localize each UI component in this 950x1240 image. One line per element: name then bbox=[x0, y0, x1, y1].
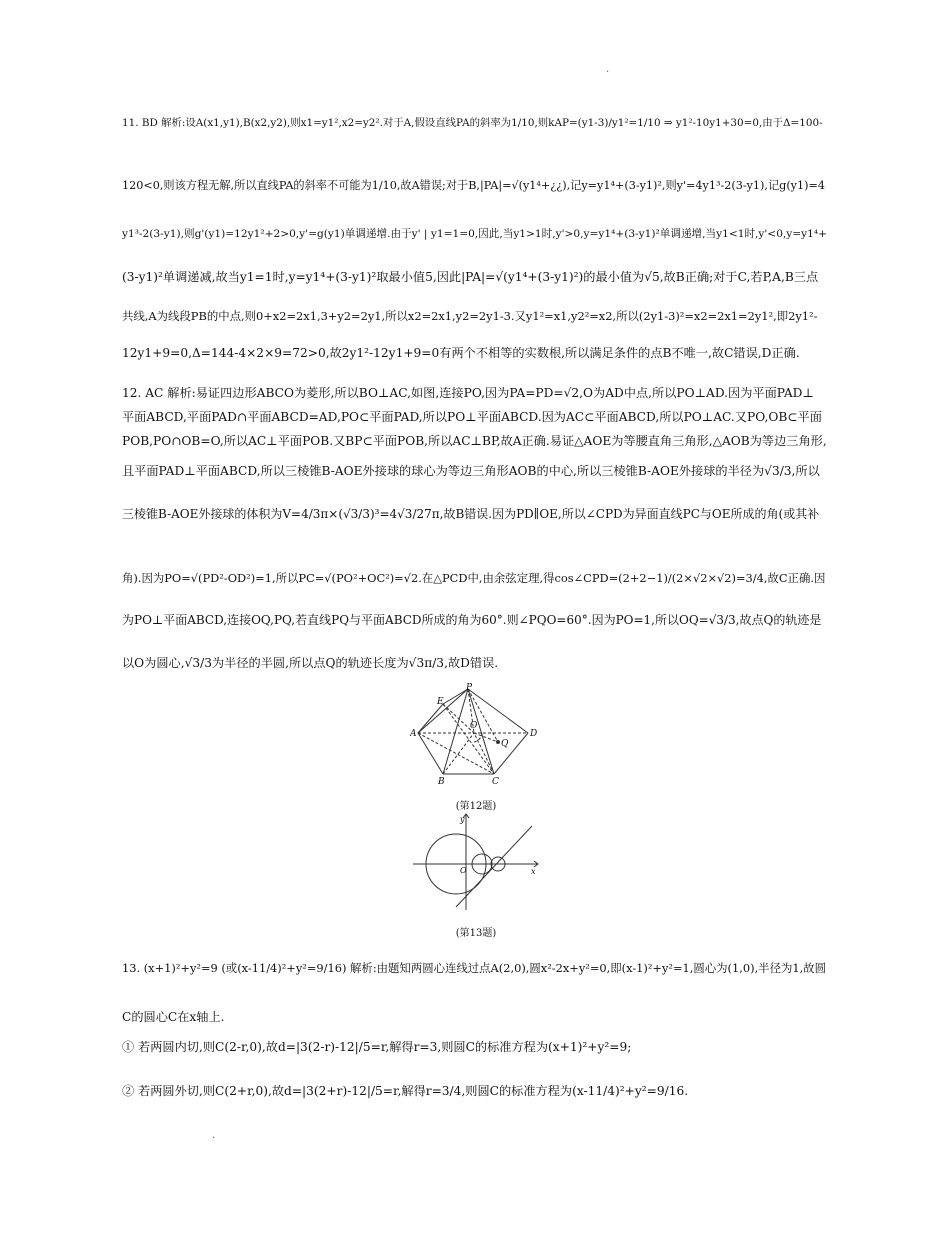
fig12-label-p: P bbox=[466, 683, 473, 693]
figure-12-caption: (第12题) bbox=[455, 801, 497, 812]
q12-line-4: 且平面PAD⊥平面ABCD,所以三棱锥B-AOE外接球的球心为等边三角形AOB的中心,所以三棱锥B-AOE外接球的半径为√3/3,所以 bbox=[122, 464, 820, 478]
fig12-label-q: Q bbox=[501, 739, 509, 749]
q12-line-7: 为PO⊥平面ABCD,连接OQ,PQ,若直线PQ与平面ABCD所成的角为60°.则∠PQO=60°.因为PO=1,所以OQ=√3/3,故点Q的轨迹是 bbox=[122, 613, 822, 627]
figure-12-pentagon-pyramid bbox=[410, 682, 545, 787]
q12-line-5: 三棱锥B-AOE外接球的体积为V=4/3π×(√3/3)³=4√3/27π,故B错误.因为PD∥OE,所以∠CPD为异面直线PC与OE所成的角(或其补 bbox=[122, 507, 820, 521]
figure-13-caption: (第13题) bbox=[455, 928, 497, 939]
fig13-label-o: O bbox=[460, 866, 467, 875]
q12-line-2: 平面ABCD,平面PAD∩平面ABCD=AD,PO⊂平面PAD,所以PO⊥平面ABCD.因为AC⊂平面ABCD,所以PO⊥AC.又PO,OB⊂平面 bbox=[122, 410, 822, 424]
fig12-label-o: O bbox=[470, 721, 478, 731]
q12-line-1: 12. AC 解析:易证四边形ABCO为菱形,所以BO⊥AC,如图,连接PO,因为PA=PD=√2,O为AD中点,所以PO⊥AD.因为平面PAD⊥ bbox=[122, 386, 814, 400]
q11-line-5: 共线,A为线段PB的中点,则0+x2=2x1,3+y2=2y1,所以x2=2x1,y2=2y1-3.又y1²=x1,y2²=x2,所以(2y1-3)²=x2=2x1=2y1²,即2y1²- bbox=[122, 309, 818, 323]
fig12-label-c: C bbox=[492, 777, 499, 787]
q11-line-1: 11. BD 解析:设A(x1,y1),B(x2,y2),则x1=y1²,x2=y2².对于A,假设直线PA的斜率为1/10,则kAP=(y1-3)/y1²=1/10 ⇒ y1²-10y1+30=0,由于Δ=100- bbox=[122, 117, 823, 129]
q13-line-4: ② 若两圆外切,则C(2+r,0),故d=|3(2+r)-12|/5=r,解得r=3/4,则圆C的标准方程为(x-11/4)²+y²=9/16. bbox=[122, 1084, 689, 1098]
q11-line-6: 12y1+9=0,Δ=144-4×2×9=72>0,故2y1²-12y1+9=0有两个不相等的实数根,所以满足条件的点B不唯一,故C错误,D正确. bbox=[122, 346, 800, 360]
q11-line-2: 120<0,则该方程无解,所以直线PA的斜率不可能为1/10,故A错误;对于B,|PA|=√(y1⁴+¿¿),记y=y1⁴+(3-y1)²,则y'=4y1³-2(3-y1),记g(y1)=4 bbox=[122, 179, 825, 192]
fig12-label-b: B bbox=[438, 777, 445, 787]
figure-13-circles bbox=[410, 812, 545, 912]
q12-line-6: 角).因为PO=√(PD²-OD²)=1,所以PC=√(PO²+OC²)=√2.在△PCD中,由余弦定理,得cos∠CPD=(2+2−1)/(2×√2×√2)=3/4,故C正确.因 bbox=[122, 571, 826, 585]
q11-line-4: (3-y1)²单调递减,故当y1=1时,y=y1⁴+(3-y1)²取最小值5,因此|PA|=√(y1⁴+(3-y1)²)的最小值为√5,故B正确;对于C,若P,A,B三点 bbox=[122, 270, 819, 284]
fig12-label-a: A bbox=[410, 729, 417, 739]
fig13-label-x: x bbox=[531, 867, 536, 876]
q12-line-8: 以O为圆心,√3/3为半径的半圆,所以点Q的轨迹长度为√3π/3,故D错误. bbox=[122, 656, 499, 670]
q11-line-3: y1³-2(3-y1),则g'(y1)=12y1²+2>0,y'=g(y1)单调递增.由于y' | y1=1=0,因此,当y1>1时,y'>0,y=y1⁴+(3-y1)²单调递增,当y1<1时,y'<0,y=y1⁴+ bbox=[122, 228, 828, 240]
fig12-label-e: E bbox=[437, 697, 444, 707]
q12-line-3: POB,PO∩OB=O,所以AC⊥平面POB.又BP⊂平面POB,所以AC⊥BP,故A正确.易证△AOE为等腰直角三角形,△AOB为等边三角形, bbox=[122, 434, 827, 448]
fig13-label-y: y bbox=[460, 815, 465, 824]
page-mark-bottom: . bbox=[212, 1130, 216, 1141]
page-mark-top: . bbox=[606, 64, 610, 75]
q13-line-1: 13. (x+1)²+y²=9 (或(x-11/4)²+y²=9/16) 解析:由题知两圆心连线过点A(2,0),圆x²-2x+y²=0,即(x-1)²+y²=1,圆心为(1,0),半径为1,故圆 bbox=[122, 961, 827, 975]
fig12-label-d: D bbox=[530, 729, 538, 739]
q13-line-3: ① 若两圆内切,则C(2-r,0),故d=|3(2-r)-12|/5=r,解得r=3,则圆C的标准方程为(x+1)²+y²=9; bbox=[122, 1040, 632, 1054]
q13-line-2: C的圆心C在x轴上. bbox=[122, 1010, 225, 1024]
